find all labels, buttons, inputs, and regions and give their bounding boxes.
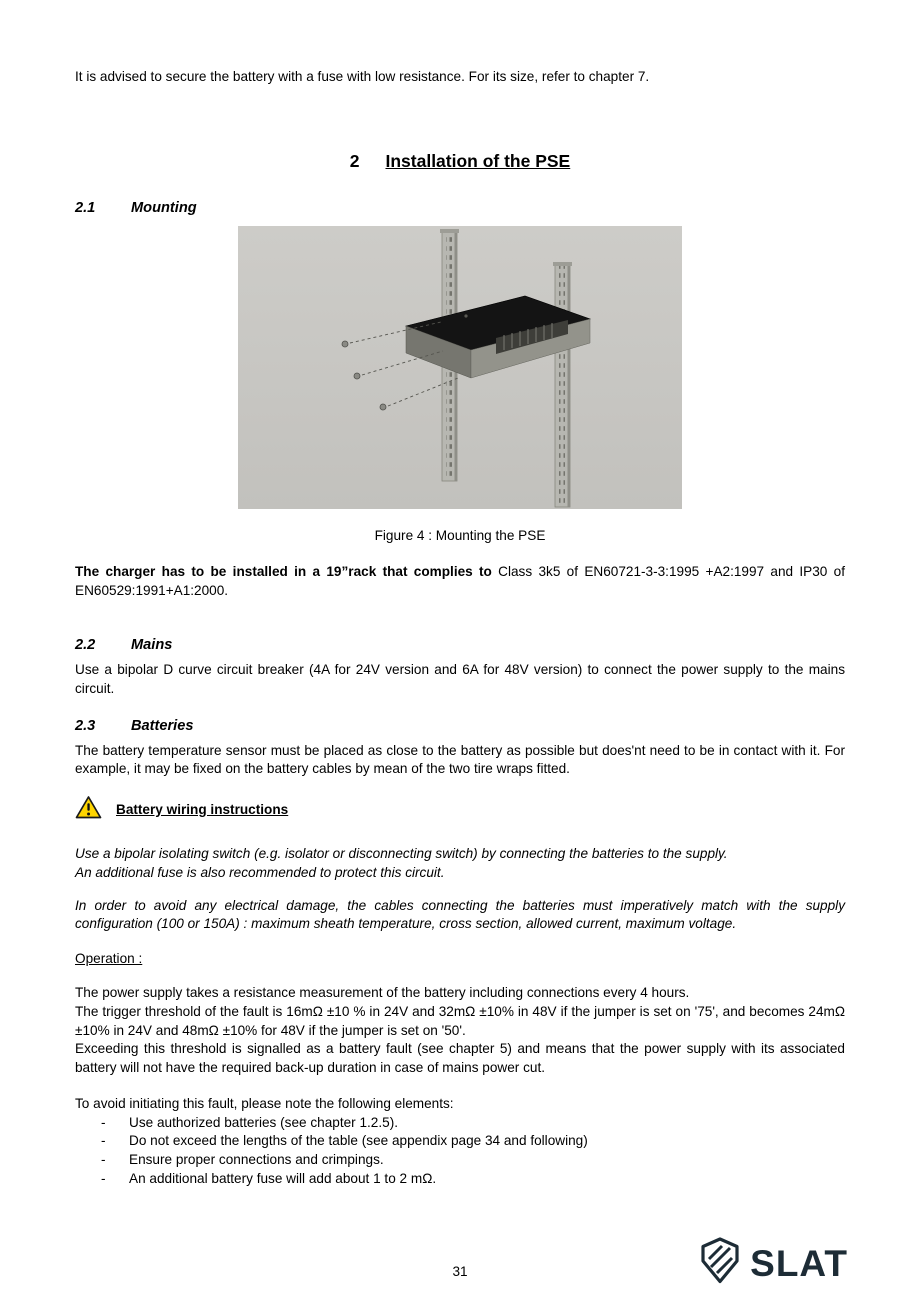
chapter-title: Installation of the PSE — [385, 150, 571, 171]
warning-icon — [75, 795, 102, 826]
cable-config-note: In order to avoid any electrical damage, the cables connecting the batteries must imperatively match with the supply configuration (100 or 150A) : maximum sheath temperature, cross section, allowed current, maximum voltage. — [75, 897, 845, 932]
battery-switch-note-line1: Use a bipolar isolating switch (e.g. isolator or disconnecting switch) by connecting the batteries to the supply. — [75, 846, 728, 862]
operation-paragraph-2: The trigger threshold of the fault is 16mΩ ±10 % in 24V and 32mΩ ±10% in 48V if the jumper is set on '75', and becomes 24mΩ ±10% in 24V and 48mΩ ±10% for 48V if the jumper is set on '50'. — [75, 1003, 845, 1038]
section-number: 2.1 — [75, 199, 96, 216]
list-item — [75, 1132, 845, 1151]
chapter-number: 2 — [349, 150, 360, 171]
mains-paragraph: Use a bipolar D curve circuit breaker (4A for 24V version and 6A for 48V version) to connect the power supply to the mains circuit. — [75, 662, 845, 696]
operation-paragraph-1: The power supply takes a resistance measurement of the battery including connections every 4 hours. — [75, 985, 690, 1001]
list-item-text: Use authorized batteries (see chapter 1.2.5). — [129, 1114, 399, 1130]
chapter-heading — [75, 149, 845, 173]
list-bullet: - — [101, 1170, 106, 1186]
section-heading-batteries — [75, 717, 845, 736]
section-title: Batteries — [131, 717, 194, 734]
section-title: Mounting — [131, 199, 197, 216]
list-bullet: - — [101, 1152, 106, 1168]
list-item-text: An additional battery fuse will add about 1 to 2 mΩ. — [129, 1170, 437, 1186]
list-item — [75, 1151, 845, 1170]
section-title: Mains — [131, 637, 173, 654]
shield-icon — [699, 1237, 741, 1290]
slat-logo — [699, 1237, 848, 1290]
figure-caption: Figure 4 : Mounting the PSE — [374, 527, 546, 543]
operation-label: Operation : — [75, 950, 143, 966]
list-bullet: - — [101, 1114, 106, 1130]
charger-note-rest: Class 3k5 of EN60721-3-3:1995 +A2:1997 and IP30 of EN60529:1991+A1:2000. — [75, 564, 845, 598]
mounting-figure-image — [238, 226, 682, 509]
charger-note-bold: The charger has to be installed in a 19”rack that complies to — [75, 564, 492, 580]
logo-text: SLAT — [750, 1243, 848, 1285]
battery-switch-note-line2: An additional fuse is also recommended to protect this circuit. — [75, 864, 445, 880]
rack-mounting-illustration — [238, 226, 682, 509]
section-number: 2.2 — [75, 637, 96, 654]
page-number: 31 — [452, 1264, 468, 1280]
operation-paragraph-3: Exceeding this threshold is signalled as a battery fault (see chapter 5) and means that the power supply with its associated battery will not have the required back-up duration in case of mains power cut. — [75, 1041, 845, 1075]
intro-paragraph: It is advised to secure the battery with a fuse with low resistance. For its size, refer to chapter 7. — [75, 69, 650, 84]
list-item-text: Do not exceed the lengths of the table (see appendix page 34 and following) — [129, 1133, 588, 1149]
warning-title: Battery wiring instructions — [116, 801, 289, 817]
batteries-paragraph: The battery temperature sensor must be placed as close to the battery as possible but does'nt need to be in contact with it. For example, it may be fixed on the battery cables by mean of the two tire wraps fitted. — [75, 742, 845, 777]
list-item — [75, 1170, 845, 1189]
battery-checklist — [75, 1114, 845, 1188]
section-number: 2.3 — [75, 717, 96, 734]
charger-note — [75, 563, 845, 600]
operation-label-row — [75, 950, 845, 969]
list-bullet: - — [101, 1133, 106, 1149]
battery-wiring-warning — [75, 795, 845, 826]
avoid-fault-intro: To avoid initiating this fault, please note the following elements: — [75, 1096, 454, 1112]
battery-switch-note — [75, 845, 845, 882]
operation-block — [75, 984, 845, 1077]
section-heading-mains — [75, 636, 845, 655]
list-item — [75, 1114, 845, 1133]
section-heading-mounting — [75, 199, 845, 218]
list-item-text: Ensure proper connections and crimpings. — [129, 1152, 384, 1168]
